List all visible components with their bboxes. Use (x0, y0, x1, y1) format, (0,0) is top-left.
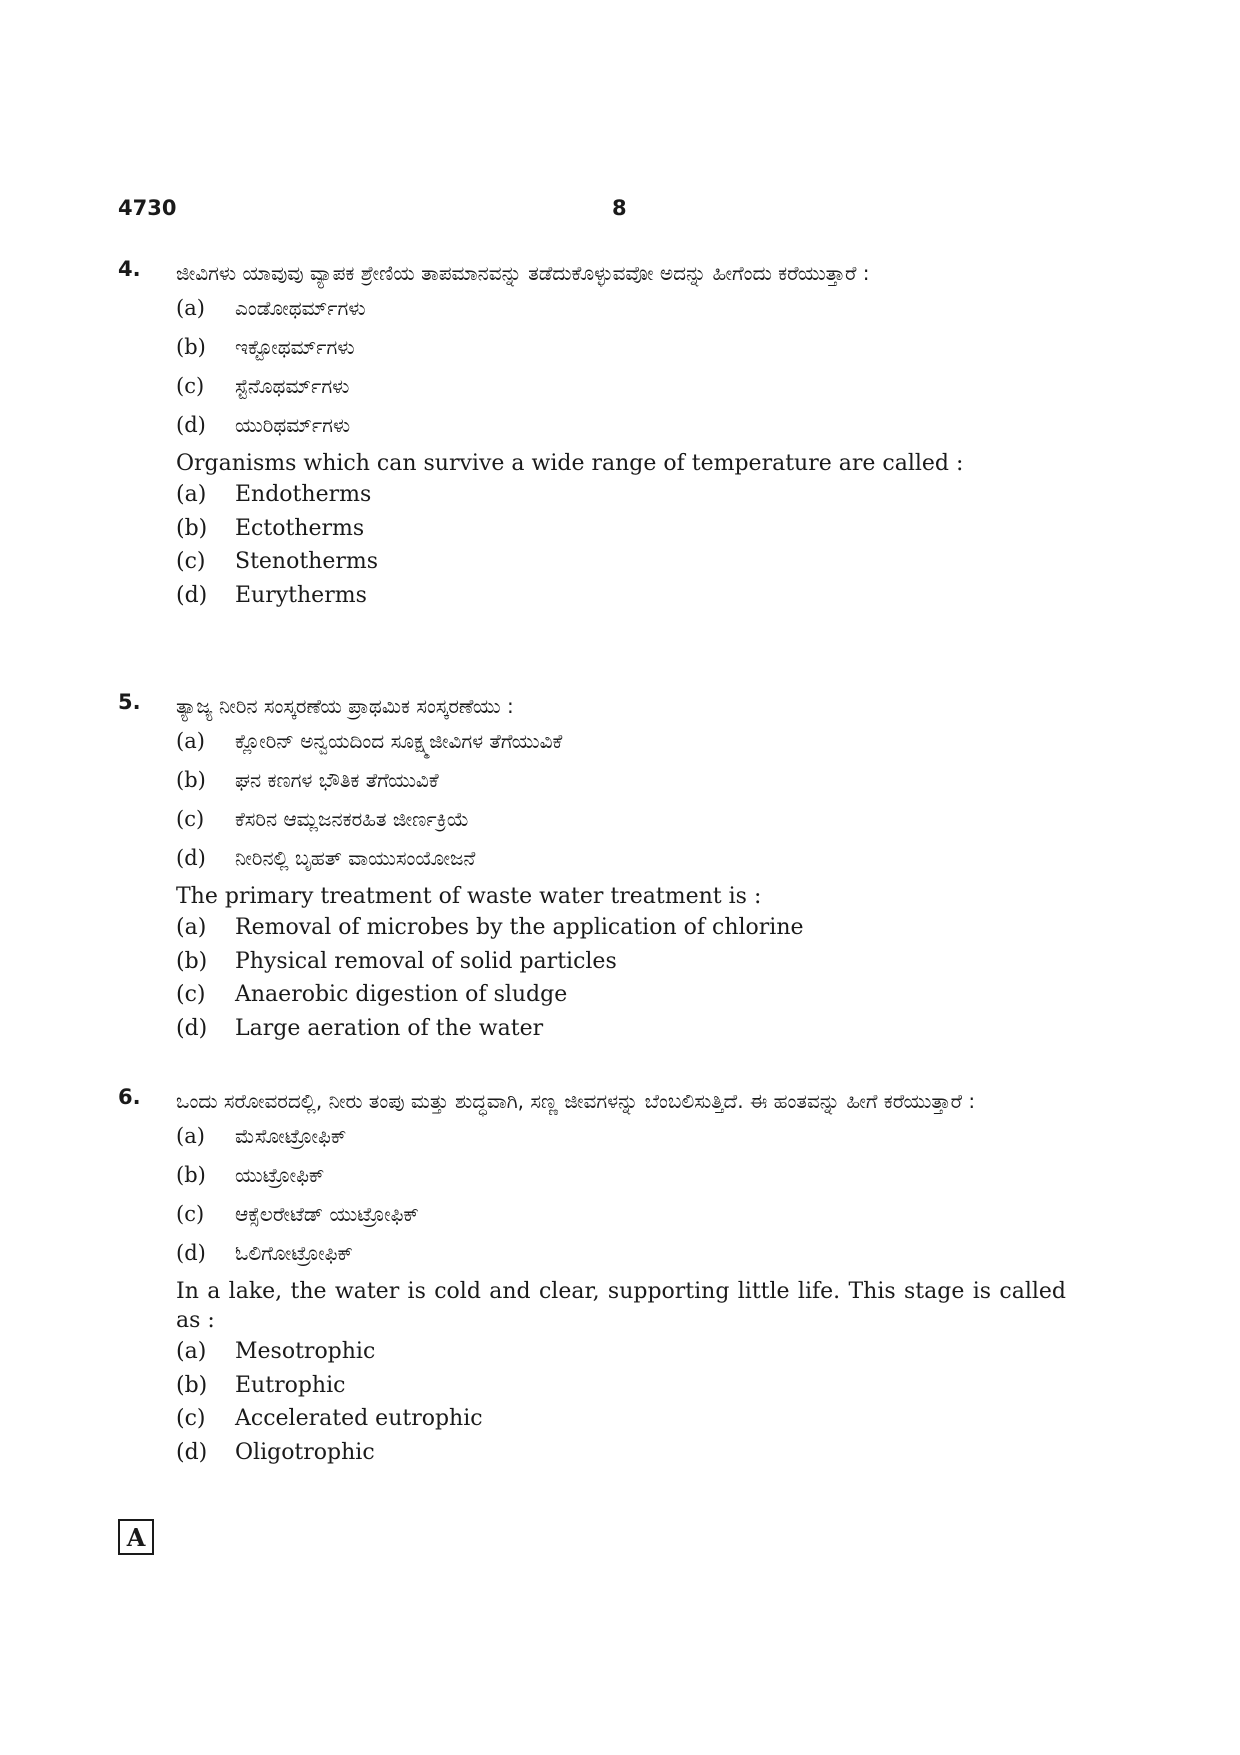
option-a (176, 478, 1066, 512)
option-label: (a) (176, 729, 205, 753)
option-text: ಯುರಿಥರ್ಮ್‌ಗಳು (235, 413, 351, 437)
option-label: (d) (176, 1015, 208, 1041)
option-b (176, 1369, 1066, 1403)
paper-code: 4730 (118, 196, 177, 220)
english-options (176, 1335, 1066, 1469)
option-label: (a) (176, 1124, 205, 1148)
option-text: ಆಕ್ಸೆಲರೇಟೆಡ್ ಯುಟ್ರೋಫಿಕ್ (235, 1202, 419, 1226)
option-label: (d) (176, 582, 208, 608)
option-label: (b) (176, 948, 208, 974)
option-text: Ectotherms (235, 515, 365, 541)
english-question-text: Organisms which can survive a wide range of temperature are called : (176, 451, 964, 476)
option-text: Large aeration of the water (235, 1015, 544, 1041)
option-label: (c) (176, 1202, 205, 1226)
option-text: Physical removal of solid particles (235, 948, 617, 974)
option-label: (c) (176, 807, 205, 831)
option-label: (a) (176, 915, 207, 940)
question-body (176, 1085, 1066, 1469)
kannada-question-text: ಒಂದು ಸರೋವರದಲ್ಲಿ, ನೀರು ತಂಪು ಮತ್ತು ಶುದ್ಧವಾಗಿ, ಸಣ್ಣ ಜೀವಗಳನ್ನು ಬೆಂಬಲಿಸುತ್ತಿದೆ. ಈ ಹಂತವನ್ನು ಹೀಗೆ ಕರೆಯುತ್ತಾರೆ : (176, 1089, 976, 1113)
option-b (176, 761, 1066, 800)
option-c (176, 1402, 1066, 1436)
kannada-question-text: ಜೀವಿಗಳು ಯಾವುವು ವ್ಯಾಪಕ ಶ್ರೇಣಿಯ ತಾಪಮಾನವನ್ನು ತಡೆದುಕೊಳ್ಳುವವೋ ಅದನ್ನು ಹೀಗೆಂದು ಕರೆಯುತ್ತಾರೆ : (176, 261, 870, 285)
option-c (176, 367, 1066, 406)
option-text: ಸ್ಟೆನೊಥರ್ಮ್‌ಗಳು (235, 374, 350, 398)
question-number: 6. (118, 1085, 141, 1109)
option-label: (d) (176, 1241, 206, 1265)
option-text: ಎಂಡೋಥರ್ಮ್‌ಗಳು (235, 296, 366, 320)
kannada-options (176, 722, 1066, 878)
option-text: Endotherms (235, 482, 372, 507)
page-number: 8 (612, 196, 627, 220)
option-c (176, 1195, 1066, 1234)
option-text: Accelerated eutrophic (235, 1406, 483, 1431)
english-question-text: The primary treatment of waste water treatment is : (176, 884, 762, 909)
question-body (176, 257, 1066, 612)
option-label: (d) (176, 413, 206, 437)
option-label: (a) (176, 1339, 207, 1364)
option-c (176, 800, 1066, 839)
option-text: ಮೆಸೋಟ್ರೋಫಿಕ್ (235, 1124, 347, 1148)
option-b (176, 1156, 1066, 1195)
option-text: ಇಕ್ಟೋಥರ್ಮ್‌ಗಳು (235, 335, 355, 359)
option-text: Mesotrophic (235, 1339, 376, 1364)
option-text: Stenotherms (235, 549, 379, 574)
option-a (176, 722, 1066, 761)
option-text: ಓಲಿಗೋಟ್ರೋಫಿಕ್ (235, 1241, 353, 1265)
page-header (118, 196, 1118, 226)
option-a (176, 289, 1066, 328)
option-d (176, 1436, 1066, 1470)
english-options (176, 911, 1066, 1045)
option-label: (a) (176, 482, 207, 507)
option-d (176, 406, 1066, 445)
english-question-text: In a lake, the water is cold and clear, supporting little life. This stage is called as : (176, 1279, 1066, 1333)
option-d (176, 1234, 1066, 1273)
option-label: (b) (176, 1163, 206, 1187)
option-text: ಕ್ಲೋರಿನ್ ಅನ್ವಯದಿಂದ ಸೂಕ್ಷ್ಮಜೀವಿಗಳ ತೆಗೆಯುವಿಕೆ (235, 729, 563, 753)
option-b (176, 328, 1066, 367)
option-label: (d) (176, 1439, 208, 1465)
option-text: ಯುಟ್ರೋಫಿಕ್ (235, 1163, 325, 1187)
option-text: Anaerobic digestion of sludge (235, 982, 568, 1007)
option-b (176, 512, 1066, 546)
option-label: (d) (176, 846, 206, 870)
option-d (176, 579, 1066, 613)
question-number: 5. (118, 690, 141, 714)
option-c (176, 978, 1066, 1012)
option-label: (b) (176, 1372, 208, 1398)
series-stamp: A (118, 1519, 154, 1555)
question-4 (118, 257, 1068, 612)
option-text: ನೀರಿನಲ್ಲಿ ಬೃಹತ್ ವಾಯುಸಂಯೋಜನೆ (235, 846, 476, 870)
option-b (176, 945, 1066, 979)
kannada-options (176, 289, 1066, 445)
option-text: ಕೆಸರಿನ ಆಮ್ಲಜನಕರಹಿತ ಜೀರ್ಣಕ್ರಿಯೆ (235, 807, 470, 831)
kannada-question-text: ತ್ಯಾಜ್ಯ ನೀರಿನ ಸಂಸ್ಕರಣೆಯ ಪ್ರಾಥಮಿಕ ಸಂಸ್ಕರಣೆಯು : (176, 694, 514, 718)
option-label: (b) (176, 515, 208, 541)
option-a (176, 1117, 1066, 1156)
option-label: (c) (176, 982, 206, 1007)
option-a (176, 1335, 1066, 1369)
option-label: (b) (176, 768, 206, 792)
question-5 (118, 690, 1068, 1045)
option-label: (b) (176, 335, 206, 359)
question-6 (118, 1085, 1068, 1469)
option-c (176, 545, 1066, 579)
kannada-options (176, 1117, 1066, 1273)
question-number: 4. (118, 257, 141, 281)
option-text: Oligotrophic (235, 1439, 375, 1465)
option-text: Removal of microbes by the application of chlorine (235, 915, 804, 940)
option-text: Eutrophic (235, 1372, 346, 1398)
option-text: ಘನ ಕಣಗಳ ಭೌತಿಕ ತೆಗೆಯುವಿಕೆ (235, 768, 439, 792)
option-d (176, 839, 1066, 878)
option-text: Eurytherms (235, 582, 367, 608)
option-a (176, 911, 1066, 945)
option-label: (c) (176, 374, 205, 398)
option-d (176, 1012, 1066, 1046)
option-label: (c) (176, 549, 206, 574)
english-options (176, 478, 1066, 612)
option-label: (a) (176, 296, 205, 320)
option-label: (c) (176, 1406, 206, 1431)
question-body (176, 690, 1066, 1045)
